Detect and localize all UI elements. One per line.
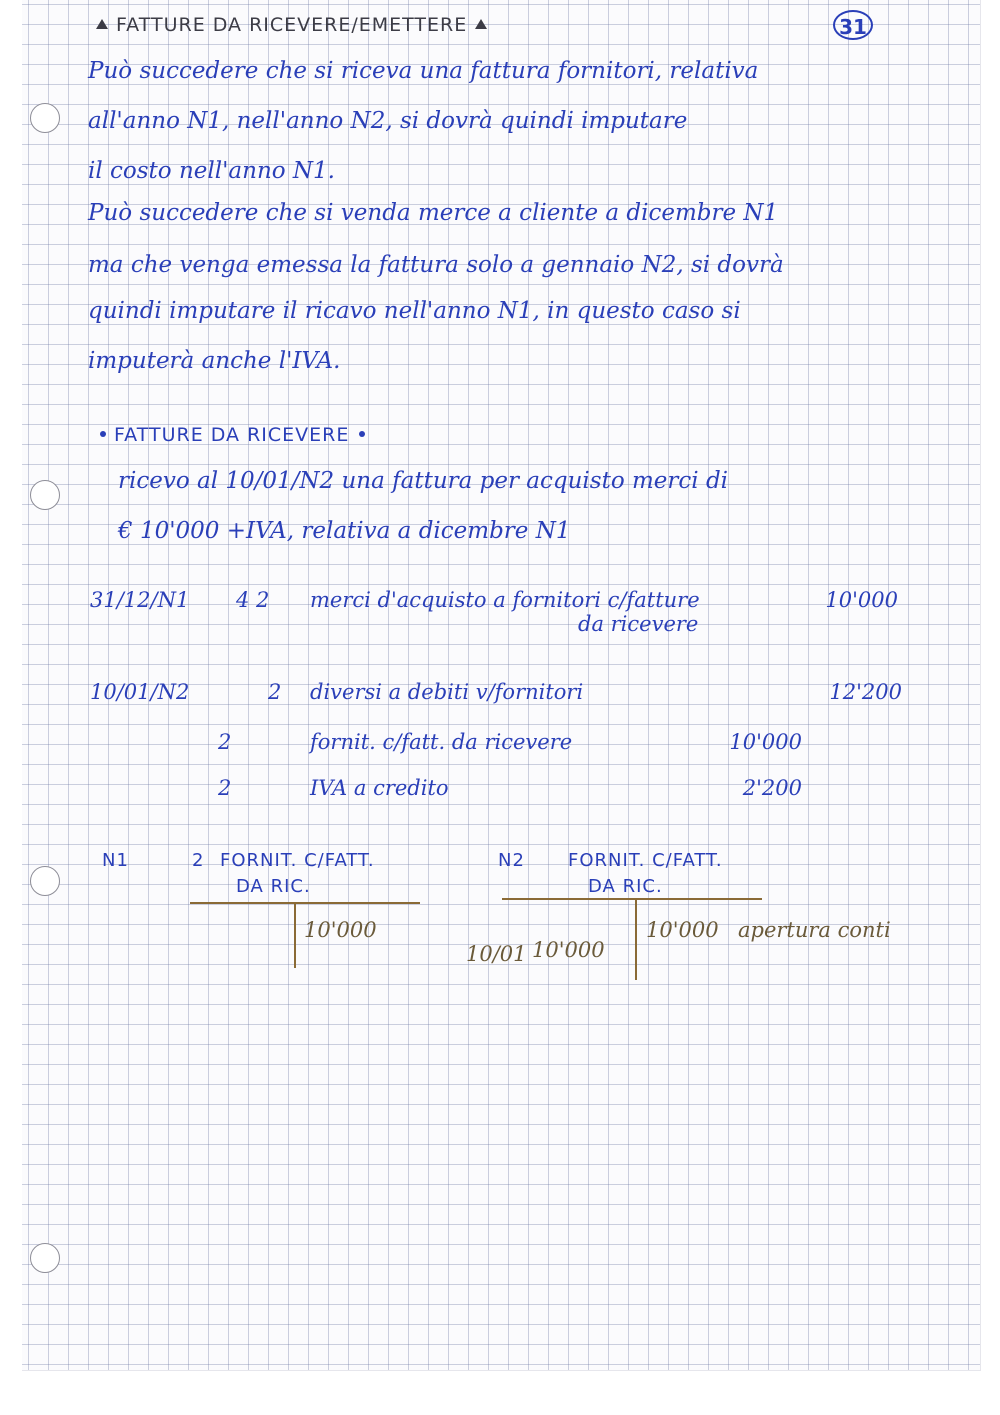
ledger-year: N2: [498, 850, 525, 871]
journal-description-cont: da ricevere: [578, 612, 699, 636]
bullet-icon: [359, 431, 365, 437]
intro-line: ma che venga emessa la fattura solo a gennaio N2, si dovrà: [88, 252, 784, 278]
page-title: [88, 14, 495, 36]
journal-date: 10/01/N2: [90, 680, 190, 704]
page-title-text: FATTURE DA RICEVERE/EMETTERE: [116, 14, 468, 36]
ledger-title: FORNIT. C/FATT.: [568, 850, 723, 871]
triangle-icon: [475, 19, 487, 29]
journal-date: 31/12/N1: [90, 588, 190, 612]
journal-description: diversi a debiti v/fornitori: [310, 680, 584, 704]
journal-subline-code: 2: [218, 776, 232, 800]
section-title-text: FATTURE DA RICEVERE: [114, 424, 350, 446]
ledger-credit: 10'000: [646, 918, 719, 942]
journal-subline-description: fornit. c/fatt. da ricevere: [310, 730, 573, 754]
ledger-year: N1: [102, 850, 129, 871]
ledger-t-vertical: [294, 902, 296, 968]
journal-description: merci d'acquisto a fornitori c/fatture: [310, 588, 700, 612]
intro-line: quindi imputare il ricavo nell'anno N1, in questo caso si: [88, 298, 741, 324]
journal-amount: 12'200: [829, 680, 902, 704]
ledger-credit: 10'000: [304, 918, 377, 942]
ledger-title: DA RIC.: [588, 876, 663, 897]
ledger-debit: 10'000: [532, 938, 605, 962]
journal-codes: 4 2: [236, 588, 270, 612]
ledger-code: 2: [192, 850, 205, 871]
example-line: € 10'000 +IVA, relativa a dicembre N1: [118, 518, 571, 544]
journal-code: 2: [268, 680, 282, 704]
ledger-t-vertical: [635, 898, 637, 980]
ledger-t-horizontal: [502, 898, 762, 900]
ledger-debit-date: 10/01: [466, 942, 527, 966]
binder-hole: [30, 480, 60, 510]
journal-subline-amount: 10'000: [729, 730, 802, 754]
ledger-credit-note: apertura conti: [738, 918, 891, 942]
binder-hole: [30, 866, 60, 896]
page-number: 31: [833, 10, 873, 40]
intro-line: il costo nell'anno N1.: [88, 158, 335, 184]
journal-subline-description: IVA a credito: [310, 776, 449, 800]
intro-line: Può succedere che si riceva una fattura fornitori, relativa: [88, 58, 759, 84]
triangle-icon: [96, 19, 108, 29]
section-title: [96, 424, 373, 446]
journal-amount: 10'000: [825, 588, 898, 612]
journal-subline-code: 2: [218, 730, 232, 754]
bullet-icon: [100, 431, 106, 437]
intro-line: imputerà anche l'IVA.: [88, 348, 341, 374]
binder-hole: [30, 103, 60, 133]
example-line: ricevo al 10/01/N2 una fattura per acquisto merci di: [118, 468, 729, 494]
journal-subline-amount: 2'200: [742, 776, 802, 800]
binder-hole: [30, 1243, 60, 1273]
ledger-title: DA RIC.: [236, 876, 311, 897]
ledger-t-horizontal: [190, 902, 420, 904]
intro-line: Può succedere che si venda merce a cliente a dicembre N1: [88, 200, 779, 226]
ledger-title: FORNIT. C/FATT.: [220, 850, 375, 871]
intro-line: all'anno N1, nell'anno N2, si dovrà quindi imputare: [88, 108, 688, 134]
